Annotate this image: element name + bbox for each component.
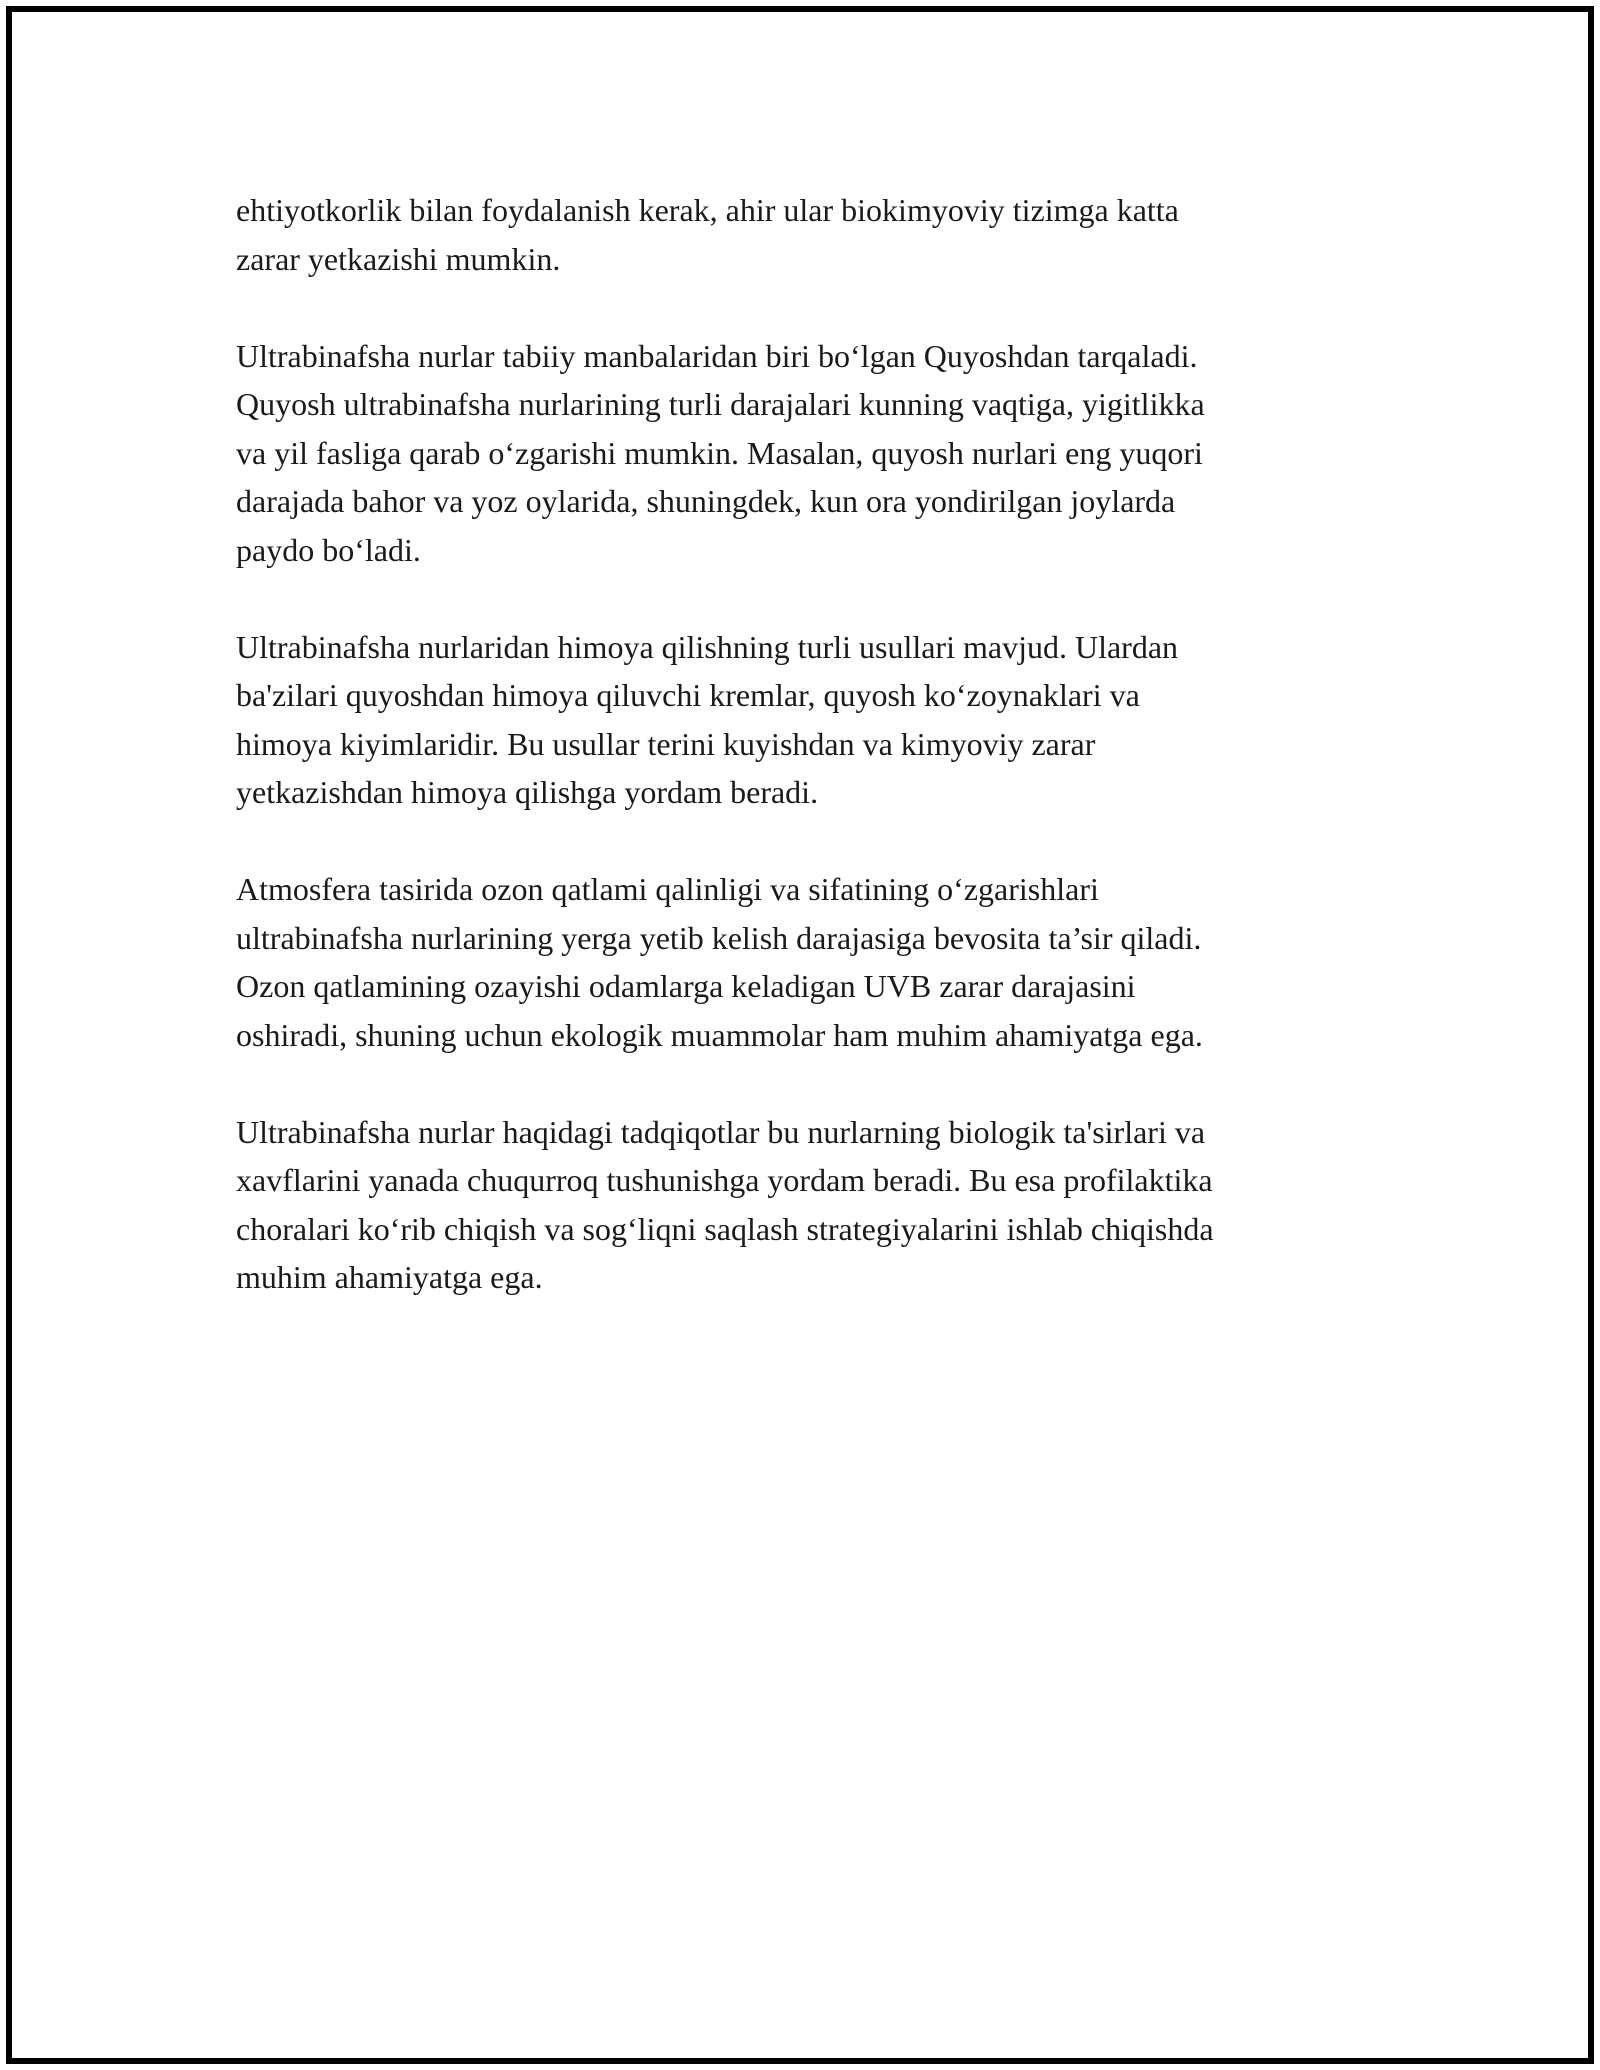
text-line: darajada bahor va yoz oylarida, shuningdek, kun ora yondirilgan joylarda bbox=[236, 483, 1176, 519]
text-line: Ultrabinafsha nurlar haqidagi tadqiqotlar bu nurlarning biologik ta'sirlari va bbox=[236, 1113, 1206, 1150]
paragraph bbox=[236, 332, 1376, 575]
text-line: Quyosh ultrabinafsha nurlarining turli darajalari kunning vaqtiga, yigitlikka bbox=[236, 386, 1205, 422]
text-line: Ultrabinafsha nurlaridan himoya qilishning turli usullari mavjud. Ulardan bbox=[236, 628, 1179, 665]
paragraph bbox=[236, 186, 1376, 283]
text-line: xavflarini yanada chuqurroq tushunishga yordam beradi. Bu esa profilaktika bbox=[236, 1162, 1213, 1198]
paragraph bbox=[236, 1108, 1376, 1302]
paragraph bbox=[236, 623, 1376, 817]
text-line: paydo bo‘ladi. bbox=[236, 531, 421, 568]
document-body bbox=[236, 186, 1376, 1350]
text-line: zarar yetkazishi mumkin. bbox=[236, 240, 561, 277]
text-line: Ultrabinafsha nurlar tabiiy manbalaridan biri bo‘lgan Quyoshdan tarqaladi. bbox=[236, 337, 1198, 374]
paragraph bbox=[236, 865, 1376, 1059]
text-line: muhim ahamiyatga ega. bbox=[236, 1259, 543, 1295]
text-line: ehtiyotkorlik bilan foydalanish kerak, ahir ular biokimyoviy tizimga katta bbox=[236, 192, 1179, 228]
text-line: Atmosfera tasirida ozon qatlami qalinligi va sifatining o‘zgarishlari bbox=[236, 871, 1099, 907]
text-line: himoya kiyimlaridir. Bu usullar terini kuyishdan va kimyoviy zarar bbox=[236, 725, 1096, 762]
text-line: Ozon qatlamining ozayishi odamlarga keladigan UVB zarar darajasini bbox=[236, 968, 1136, 1004]
text-line: va yil fasliga qarab o‘zgarishi mumkin. Masalan, quyosh nurlari eng yuqori bbox=[236, 434, 1203, 471]
text-line: ba'zilari quyoshdan himoya qiluvchi kremlar, quyosh ko‘zoynaklari va bbox=[236, 677, 1140, 713]
text-line: choralari ko‘rib chiqish va sog‘liqni saqlash strategiyalarini ishlab chiqishda bbox=[236, 1210, 1214, 1247]
text-line: oshiradi, shuning uchun ekologik muammolar ham muhim ahamiyatga ega. bbox=[236, 1016, 1203, 1053]
text-line: yetkazishdan himoya qilishga yordam beradi. bbox=[236, 774, 819, 810]
text-line: ultrabinafsha nurlarining yerga yetib kelish darajasiga bevosita ta’sir qiladi. bbox=[236, 919, 1202, 956]
